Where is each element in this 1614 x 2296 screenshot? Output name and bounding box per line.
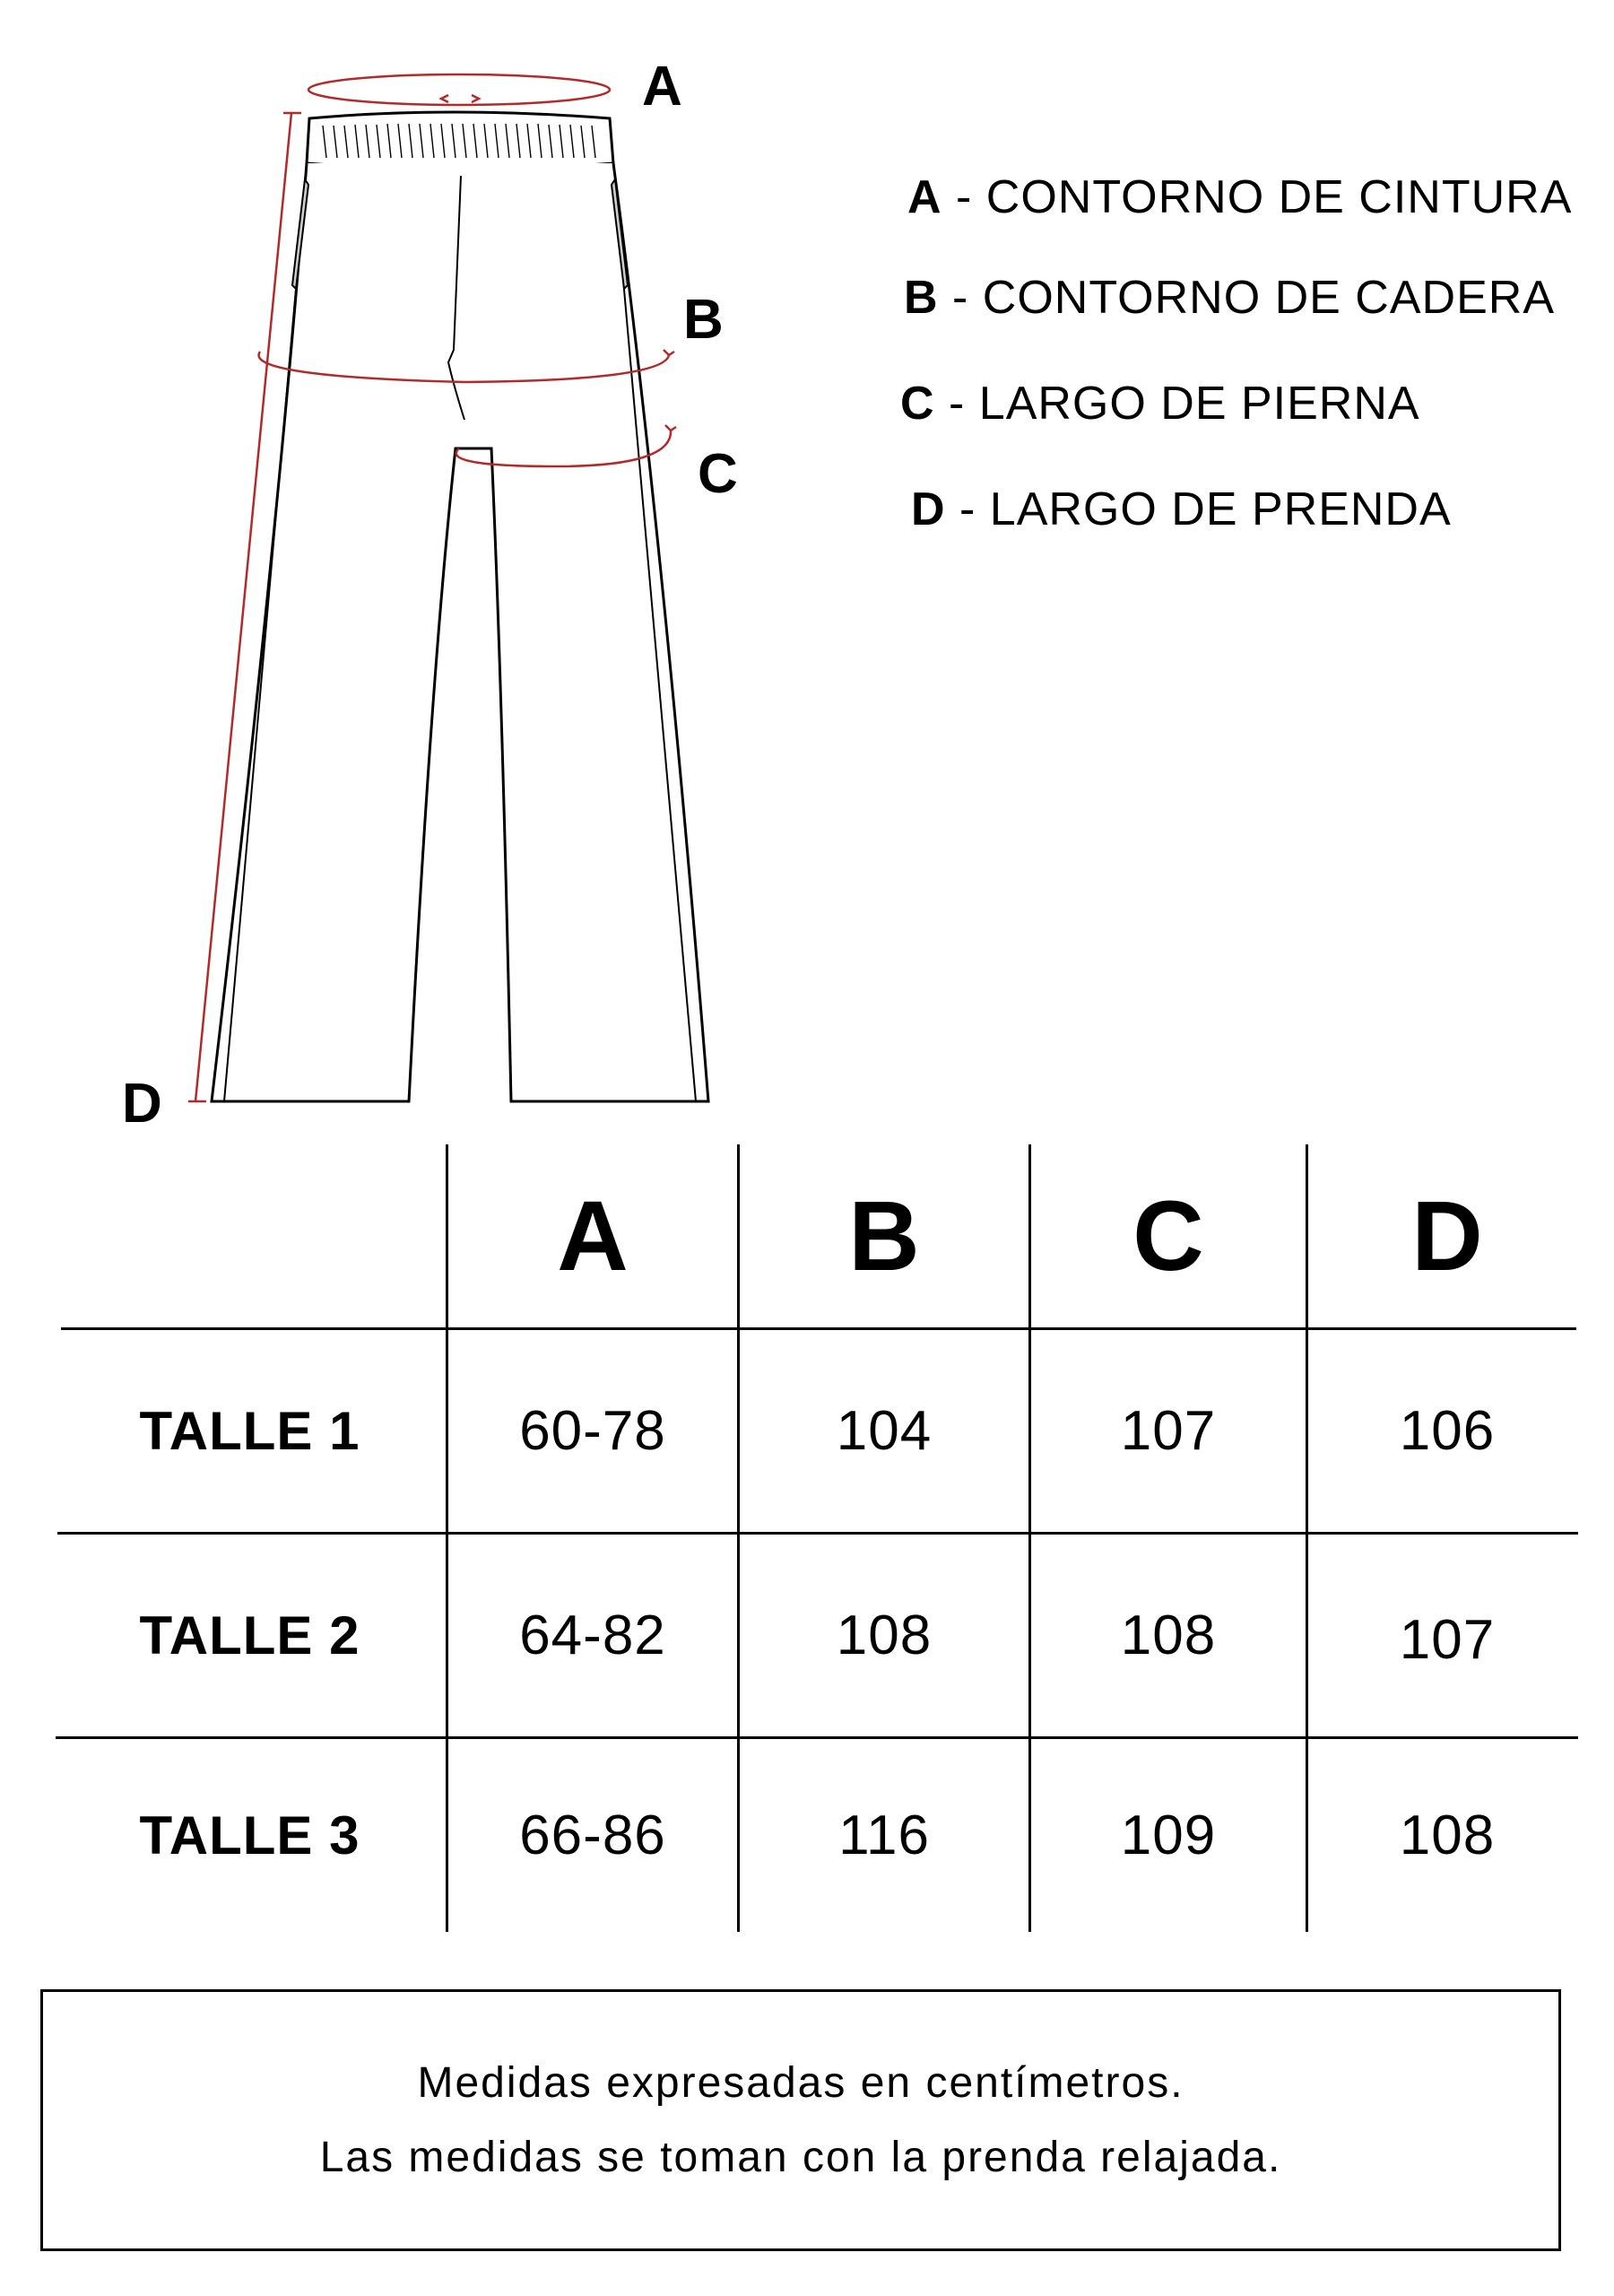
table-cell: 108 [836,1605,933,1666]
column-header-c: C [1132,1180,1204,1292]
table-cell: 107 [1399,1609,1496,1671]
legend-text: - LARGO DE PRENDA [959,483,1452,535]
table-cell: 116 [838,1805,930,1866]
column-header-d: D [1411,1180,1483,1292]
table-divider [737,1144,740,1932]
legend-key: A [907,171,942,223]
column-header-b: B [848,1180,920,1292]
table-divider [446,1144,448,1932]
table-cell: 60-78 [519,1400,666,1462]
table-cell: 104 [836,1400,933,1462]
column-header-a: A [557,1180,629,1292]
note-line-units: Medidas expresadas en centímetros. [417,2059,1184,2107]
legend-item-a [907,170,1572,224]
row-label-talle-3: TALLE 3 [139,1805,360,1866]
table-cell: 66-86 [519,1805,666,1866]
table-cell: 109 [1120,1805,1217,1866]
pants-illustration [0,0,1614,1135]
legend-text: - CONTORNO DE CINTURA [956,171,1573,223]
point-label-a: A [642,56,682,117]
legend-key: B [904,272,939,324]
point-label-d: D [122,1073,162,1135]
legend-text: - CONTORNO DE CADERA [952,272,1555,324]
legend-item-c [900,377,1420,430]
row-label-talle-2: TALLE 2 [139,1605,360,1665]
table-divider [57,1532,1578,1535]
table-cell: 106 [1399,1400,1496,1462]
legend-key: D [911,483,946,535]
pants-diagram [0,0,1614,1135]
point-label-b: B [683,289,724,351]
table-divider [56,1736,1578,1739]
table-divider [1306,1144,1308,1932]
point-label-c: C [698,443,738,505]
measurement-note [40,1989,1561,2251]
table-cell: 108 [1399,1805,1496,1866]
table-cell: 107 [1120,1400,1217,1462]
row-label-talle-1: TALLE 1 [139,1401,360,1461]
legend-item-d [911,483,1452,536]
legend-text: - LARGO DE PIERNA [949,378,1420,430]
table-cell: 108 [1120,1605,1217,1666]
note-line-relaxed: Las medidas se toman con la prenda relajada. [319,2134,1282,2181]
legend-key: C [900,378,935,430]
legend-item-b [904,271,1555,325]
table-divider [1028,1144,1031,1932]
table-cell: 64-82 [519,1605,666,1666]
table-divider [61,1327,1576,1330]
